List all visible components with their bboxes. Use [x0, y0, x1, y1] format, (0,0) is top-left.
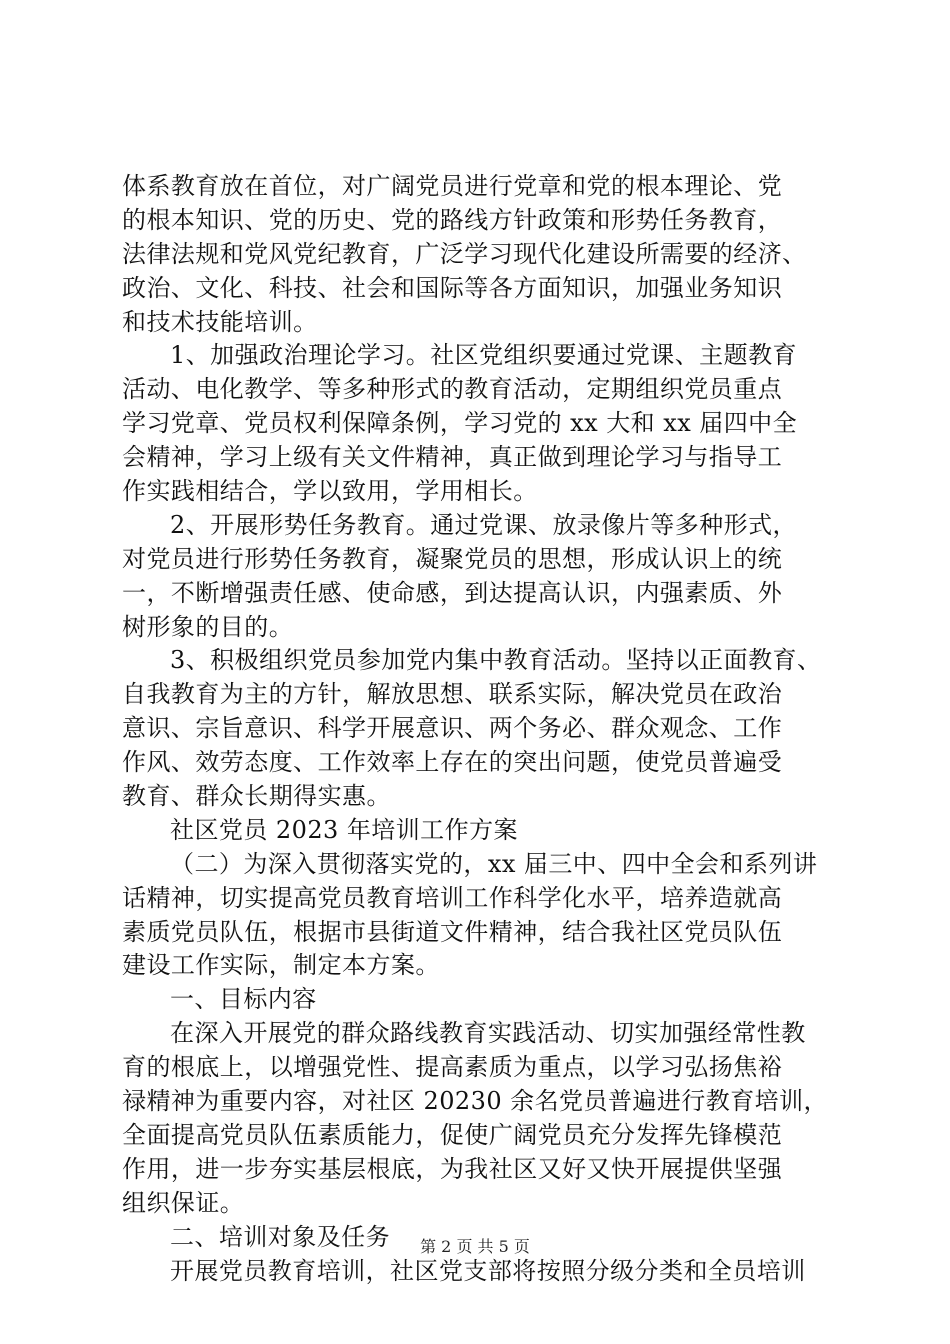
text-line: 教育、群众长期得实惠。 [122, 782, 391, 811]
paragraph-first-line: 二、培训对象及任务 [170, 1222, 391, 1251]
text-line: 树形象的目的。 [122, 612, 294, 641]
text-line: 作实践相结合，学以致用，学用相长。 [122, 477, 538, 506]
text-line: 组织保证。 [122, 1188, 245, 1217]
text-line: 政治、文化、科技、社会和国际等各方面知识，加强业务知识 [122, 273, 783, 302]
text-line: 素质党员队伍，根据市县街道文件精神，结合我社区党员队伍 [122, 917, 783, 946]
paragraph-first-line: （二）为深入贯彻落实党的，xx 届三中、四中全会和系列讲 [170, 849, 818, 878]
text-line: 话精神，切实提高党员教育培训工作科学化水平，培养造就高 [122, 883, 783, 912]
paragraph-first-line: 开展党员教育培训，社区党支部将按照分级分类和全员培训 [170, 1256, 806, 1285]
text-line: 建设工作实际，制定本方案。 [122, 951, 440, 980]
paragraph-first-line: 一、目标内容 [170, 985, 317, 1014]
paragraph-first-line: 1、加强政治理论学习。社区党组织要通过党课、主题教育 [170, 341, 797, 370]
text-line: 的根本知识、党的历史、党的路线方针政策和形势任务教育， [122, 205, 783, 234]
text-line: 育的根底上，以增强党性、提高素质为重点，以学习弘扬焦裕 [122, 1053, 783, 1082]
text-line: 学习党章、党员权利保障条例，学习党的 xx 大和 xx 届四中全 [122, 409, 798, 438]
paragraph-first-line: 在深入开展党的群众路线教育实践活动、切实加强经常性教 [170, 1019, 806, 1048]
text-line: 会精神，学习上级有关文件精神，真正做到理论学习与指导工 [122, 443, 783, 472]
text-line: 禄精神为重要内容，对社区 20230 余名党员普遍进行教育培训， [122, 1087, 829, 1116]
document-body [122, 170, 838, 1288]
text-line: 自我教育为主的方针，解放思想、联系实际，解决党员在政治 [122, 680, 783, 709]
text-line: 一，不断增强责任感、使命感，到达提高认识，内强素质、外 [122, 578, 783, 607]
text-line: 活动、电化教学、等多种形式的教育活动，定期组织党员重点 [122, 375, 783, 404]
text-line: 作用，进一步夯实基层根底，为我社区又好又快开展提供坚强 [122, 1154, 783, 1183]
text-line: 和技术技能培训。 [122, 307, 318, 336]
text-line: 体系教育放在首位，对广阔党员进行党章和党的根本理论、党 [122, 172, 783, 200]
paragraph-first-line: 2、开展形势任务教育。通过党课、放录像片等多种形式， [170, 510, 797, 539]
paragraph-first-line: 社区党员 2023 年培训工作方案 [170, 815, 518, 844]
text-line: 法律法规和党风党纪教育，广泛学习现代化建设所需要的经济、 [122, 239, 807, 268]
text-line: 意识、宗旨意识、科学开展意识、两个务必、群众观念、工作 [122, 714, 783, 743]
page-footer: 第 2 页 共 5 页 [420, 1237, 530, 1256]
paragraph-first-line: 3、积极组织党员参加党内集中教育活动。坚持以正面教育、 [170, 646, 822, 675]
text-line: 作风、效劳态度、工作效率上存在的突出问题，使党员普遍受 [122, 748, 783, 777]
text-line: 对党员进行形势任务教育，凝聚党员的思想，形成认识上的统 [122, 544, 783, 573]
text-line: 全面提高党员队伍素质能力，促使广阔党员充分发挥先锋模范 [122, 1120, 783, 1149]
